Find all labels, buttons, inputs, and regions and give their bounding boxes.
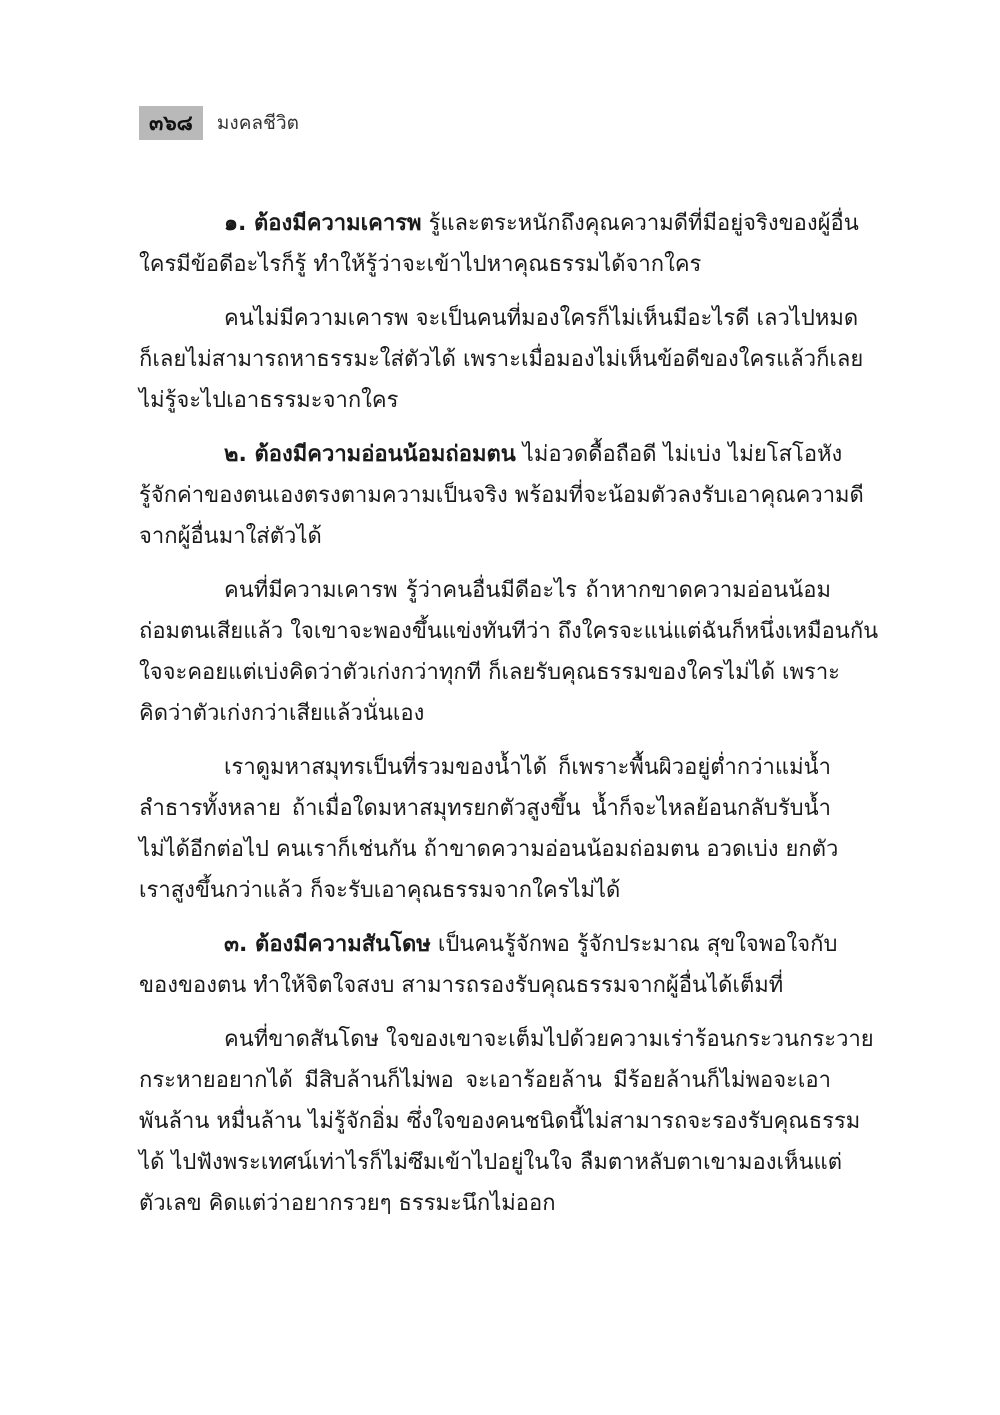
text-line: คนที่ขาดสันโดษ ใจของเขาจะเต็มไปด้วยความเร่าร้อนกระวนกระวาย	[224, 1027, 874, 1052]
line-text: รู้และตระหนักถึงคุณความดีที่มีอยู่จริงของผู้อื่น	[428, 211, 859, 236]
heading-humility: ๒. ต้องมีความอ่อนน้อมถ่อมตน	[224, 442, 516, 467]
text-line: ได้ ไปฟังพระเทศน์เท่าไรก็ไม่ซึมเข้าไปอยู่ในใจ ลืมตาหลับตาเขามองเห็นแต่	[139, 1150, 842, 1175]
text-line: ก็เลยไม่สามารถหาธรรมะใส่ตัวได้ เพราะเมื่อมองไม่เห็นข้อดีของใครแล้วก็เลย	[139, 347, 864, 372]
text-line: ไม่รู้จะไปเอาธรรมะจากใคร	[139, 388, 399, 413]
paragraph-no-respect	[139, 298, 864, 421]
line-text: เป็นคนรู้จักพอ รู้จักประมาณ สุขใจพอใจกับ	[437, 932, 838, 957]
heading-respect: ๑. ต้องมีความเคารพ	[224, 211, 422, 236]
paragraph-lacking-humility	[139, 570, 879, 734]
text-line: ใครมีข้อดีอะไรก็รู้ ทำให้รู้ว่าจะเข้าไปหาคุณธรรมได้จากใคร	[139, 252, 702, 277]
text-line: พันล้าน หมื่นล้าน ไม่รู้จักอิ่ม ซึ่งใจของคนชนิดนี้ไม่สามารถจะรองรับคุณธรรม	[139, 1109, 861, 1134]
paragraph-contentment	[139, 924, 838, 1006]
text-line	[139, 434, 843, 475]
book-title: มงคลชีวิต	[216, 112, 299, 134]
text-line: รู้จักค่าของตนเองตรงตามความเป็นจริง พร้อมที่จะน้อมตัวลงรับเอาคุณความดี	[139, 483, 864, 508]
running-header	[139, 106, 299, 140]
body-text	[139, 203, 879, 1237]
heading-contentment: ๓. ต้องมีความสันโดษ	[224, 932, 431, 957]
text-line: ลำธารทั้งหลาย ถ้าเมื่อใดมหาสมุทรยกตัวสูงขึ้น น้ำก็จะไหลย้อนกลับรับน้ำ	[139, 796, 831, 821]
text-line: ถ่อมตนเสียแล้ว ใจเขาจะพองขึ้นแข่งทันทีว่า ถึงใครจะแน่แต่ฉันก็หนึ่งเหมือนกัน	[139, 619, 879, 644]
text-line: คิดว่าตัวเก่งกว่าเสียแล้วนั่นเอง	[139, 701, 425, 726]
text-line	[139, 924, 838, 965]
text-line: ใจจะคอยแต่เบ่งคิดว่าตัวเก่งกว่าทุกที ก็เลยรับคุณธรรมของใครไม่ได้ เพราะ	[139, 660, 841, 685]
text-line: กระหายอยากได้ มีสิบล้านก็ไม่พอ จะเอาร้อยล้าน มีร้อยล้านก็ไม่พอจะเอา	[139, 1068, 831, 1093]
paragraph-ocean	[139, 747, 839, 911]
text-line: ตัวเลข คิดแต่ว่าอยากรวยๆ ธรรมะนึกไม่ออก	[139, 1191, 556, 1216]
line-text: ไม่อวดดื้อถือดี ไม่เบ่ง ไม่ยโสโอหัง	[522, 442, 843, 467]
paragraph-humility	[139, 434, 864, 557]
text-line: คนไม่มีความเคารพ จะเป็นคนที่มองใครก็ไม่เห็นมีอะไรดี เลวไปหมด	[224, 306, 859, 331]
text-line: เราสูงขึ้นกว่าแล้ว ก็จะรับเอาคุณธรรมจากใครไม่ได้	[139, 878, 621, 903]
text-line	[139, 203, 859, 244]
paragraph-lacking-contentment	[139, 1019, 874, 1224]
text-line: เราดูมหาสมุทรเป็นที่รวมของน้ำได้ ก็เพราะพื้นผิวอยู่ต่ำกว่าแม่น้ำ	[224, 755, 831, 780]
paragraph-respect	[139, 203, 859, 285]
text-line: ของของตน ทำให้จิตใจสงบ สามารถรองรับคุณธรรมจากผู้อื่นได้เต็มที่	[139, 973, 784, 998]
page-number: ๓๖๘	[139, 106, 203, 140]
text-line: คนที่มีความเคารพ รู้ว่าคนอื่นมีดีอะไร ถ้าหากขาดความอ่อนน้อม	[224, 578, 831, 603]
text-line: จากผู้อื่นมาใส่ตัวได้	[139, 524, 322, 549]
text-line: ไม่ได้อีกต่อไป คนเราก็เช่นกัน ถ้าขาดความอ่อนน้อมถ่อมตน อวดเบ่ง ยกตัว	[139, 837, 839, 862]
